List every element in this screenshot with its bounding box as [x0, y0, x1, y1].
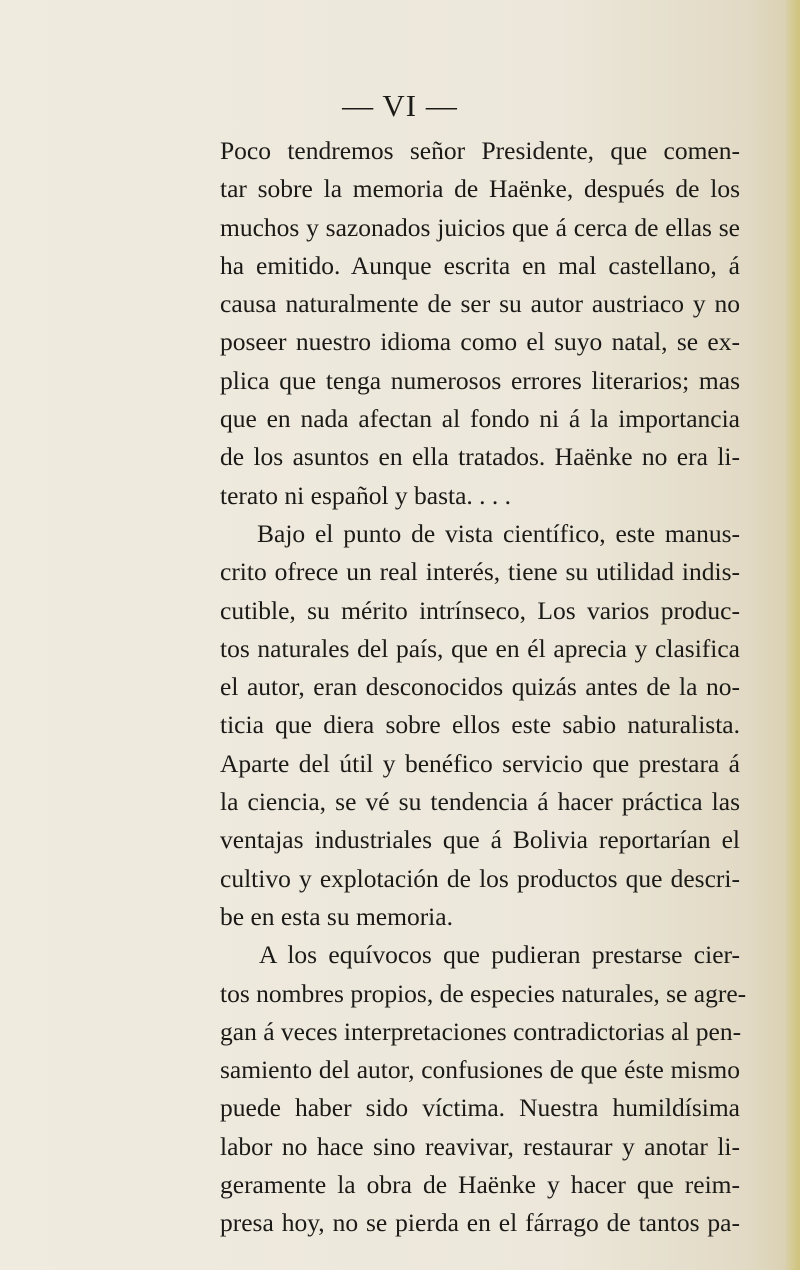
- text-line: ha emitido. Aunque escrita en mal castellano, á: [220, 250, 740, 280]
- text-line: tar sobre la memoria de Haënke, después de los: [220, 174, 740, 204]
- text-line: presa hoy, no se pierda en el fárrago de tantos pa-: [220, 1208, 740, 1238]
- text-line: A los equívocos que pudieran prestarse cier-: [259, 940, 740, 970]
- text-line: Aparte del útil y benéfico servicio que prestara á: [220, 748, 740, 778]
- text-line: cutible, su mérito intrínseco, Los varios produc-: [220, 595, 740, 625]
- text-line: tos naturales del país, que en él aprecia y clasifica: [220, 633, 740, 663]
- text-line: labor no hace sino reavivar, restaurar y anotar li-: [220, 1131, 740, 1161]
- text-line: que en nada afectan al fondo ni á la importancia: [220, 404, 740, 434]
- text-line: gan á veces interpretaciones contradictorias al pen-: [220, 1016, 742, 1046]
- body-text: [220, 132, 747, 1243]
- text-line: Poco tendremos señor Presidente, que comen-: [220, 136, 740, 165]
- text-line: terato ni español y basta. . . .: [220, 480, 512, 510]
- text-line: la ciencia, se vé su tendencia á hacer práctica las: [220, 787, 740, 817]
- text-line: causa naturalmente de ser su autor austriaco y no: [220, 289, 740, 319]
- text-line: ventajas industriales que á Bolivia reportarían el: [220, 825, 740, 855]
- text-line: be en esta su memoria.: [220, 901, 453, 931]
- text-line: el autor, eran desconocidos quizás antes de la no-: [220, 672, 740, 702]
- text-line: crito ofrece un real interés, tiene su utilidad indis-: [220, 557, 740, 587]
- text-line: ticia que diera sobre ellos este sabio naturalista.: [220, 710, 740, 740]
- page-number-header: — VI —: [342, 88, 458, 123]
- text-line: geramente la obra de Haënke y hacer que reim-: [220, 1170, 740, 1200]
- text-line: cultivo y explotación de los productos que descri-: [220, 863, 740, 893]
- text-line: samiento del autor, confusiones de que éste mismo: [220, 1055, 740, 1085]
- text-line: Bajo el punto de vista científico, este manus-: [257, 518, 740, 548]
- page-edge: [784, 0, 800, 1270]
- text-line: puede haber sido víctima. Nuestra humildísima: [220, 1093, 740, 1123]
- text-line: muchos y sazonados juicios que á cerca de ellas se: [220, 212, 740, 242]
- text-line: de los asuntos en ella tratados. Haënke no era li-: [220, 442, 740, 472]
- text-line: tos nombres propios, de especies naturales, se agre-: [220, 978, 747, 1008]
- text-line: poseer nuestro idioma como el suyo natal, se ex-: [220, 327, 740, 357]
- text-line: plica que tenga numerosos errores literarios; mas: [220, 365, 740, 395]
